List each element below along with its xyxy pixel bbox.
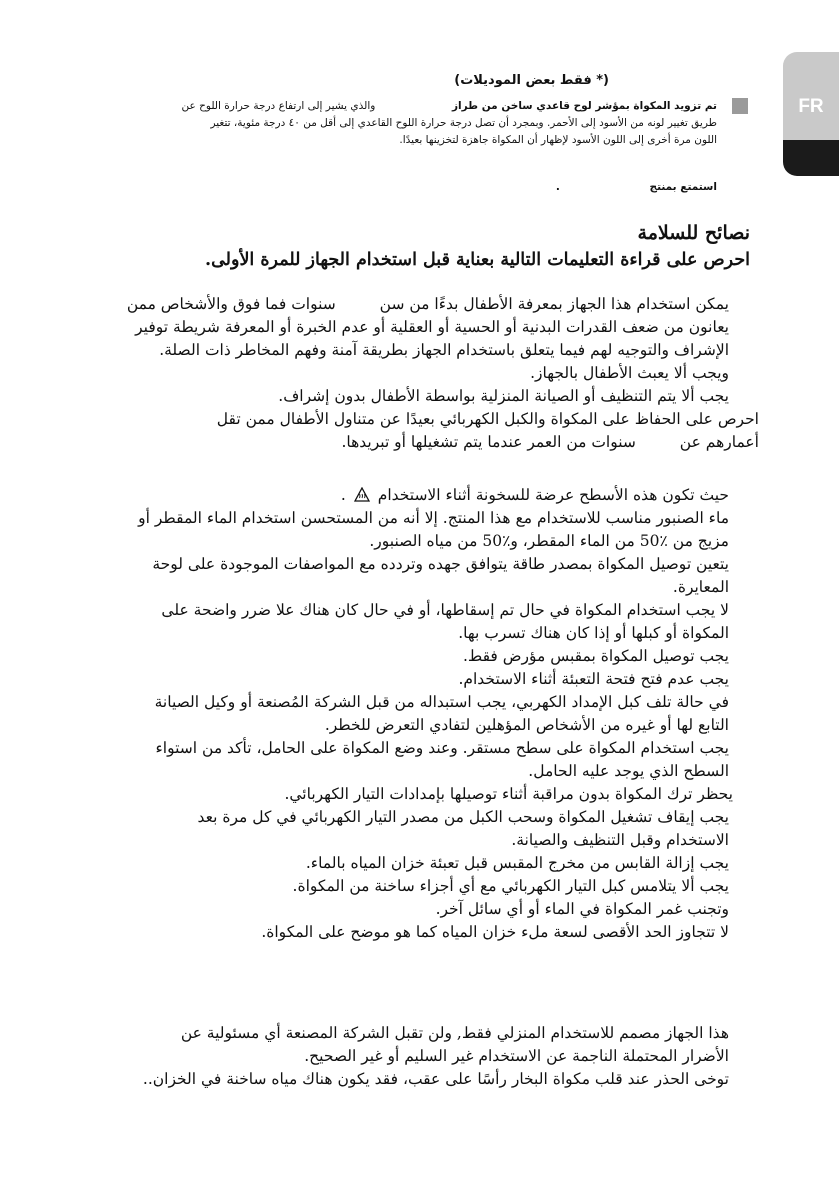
bullet-square-icon [732,98,748,114]
p1-line4: ويجب ألا يعبث الأطفال بالجهاز. [530,364,729,382]
p3-line2: الأضرار المحتملة الناجمة عن الاستخدام غير السليم أو غير الصحيح. [304,1047,729,1065]
p2-line6: لا يجب استخدام المكواة في حال تم إسقاطها، أو في حال كان هناك علا ضرر واضحة على [161,601,729,619]
p2-line10: في حالة تلف كبل الإمداد الكهربي، يجب استبداله من قبل الشركة المُصنعة أو وكيل الصيانة [154,693,729,711]
p2-line11: التابع لها أو غيره من الأشخاص المؤهلين لتفادي التعرض للخطر. [324,716,729,734]
safety-title: نصائح للسلامة [637,222,750,244]
hot-soleplate-indicator-note [67,98,717,149]
hot-surface-warning-icon [354,487,370,502]
p2-line2: ماء الصنبور مناسب للاستخدام مع هذا المنتج. إلا أنه من المستحسن استخدام الماء المقطر أو [138,509,729,527]
models-only-note: (* فقط بعض الموديلات) [454,73,609,88]
p2-line8: يجب توصيل المكواة بمقبس مؤرض فقط. [462,647,729,665]
indicator-line3: اللون مرة أخرى إلى اللون الأسود لإظهار أن المكواة جاهزة لتخزينها بعيدًا. [399,134,717,146]
p1-line2: يعانون من ضعف القدرات البدنية أو الحسية أو العقلية أو عدم الخبرة أو المعرفة شريطة توفير [135,318,729,336]
safety-paragraph-1 [39,293,759,454]
indicator-line2: طريق تغيير لونه من الأسود إلى الأحمر. وبمجرد أن تصل درجة حرارة اللوح القاعدي إلى أقل من ٤٠ درجة مئوية، تتغير [210,117,717,129]
p2-line16: الاستخدام وقبل التنظيف والصيانة. [511,831,729,849]
p1-line5: يجب ألا يتم التنظيف أو الصيانة المنزلية بواسطة الأطفال بدون إشراف. [278,387,729,405]
p1-line6: احرص على الحفاظ على المكواة والكبل الكهربائي بعيدًا عن متناول الأطفال ممن تقل [216,410,759,428]
enjoy-dot: . [555,181,560,193]
p2-line1-end: . [340,486,346,504]
p1-line1a: يمكن استخدام هذا الجهاز بمعرفة الأطفال بدءًا من سن [379,295,729,313]
p2-line5: المعايرة. [672,578,729,596]
p2-line17: يجب إزالة القابس من مخرج المقبس قبل تعبئة خزان المياه بالماء. [305,854,729,872]
p3-line1: هذا الجهاز مصمم للاستخدام المنزلي فقط, ولن تقبل الشركة المصنعة أي مسئولية عن [180,1024,729,1042]
p2-line15: يجب إيقاف تشغيل المكواة وسحب الكبل من مصدر التيار الكهربائي في كل مرة بعد [197,808,729,826]
indicator-lead: تم تزويد المكواة بمؤشر لوح قاعدي ساخن من طراز [452,100,717,112]
p2-line18: يجب ألا يتلامس كبل التيار الكهربائي مع أي أجزاء ساخنة من المكواة. [292,877,729,895]
p3-line3: توخى الحذر عند قلب مكواة البخار رأسًا على عقب، فقد يكون هناك مياه ساخنة في الخزان.. [142,1070,729,1088]
language-tab-label: FR [798,96,824,117]
p1-line7b: سنوات من العمر عندما يتم تشغيلها أو تبريدها. [341,433,636,451]
p2-line9: يجب عدم فتح فتحة التعبئة أثناء الاستخدام. [458,670,729,688]
p1-line7a: أعمارهم عن [679,433,759,451]
p2-line7: المكواة أو كبلها أو إذا كان هناك تسرب بها. [458,624,729,642]
indicator-line1: والذي يشير إلى ارتفاع درجة حرارة اللوح عن [181,100,376,112]
p2-line12: يجب استخدام المكواة على سطح مستقر. وعند وضع المكواة على الحامل، تأكد من استواء [155,739,729,757]
p2-line3: مزيج من ٪50 من الماء المقطر، و٪50 من مياه الصنبور. [369,532,729,550]
enjoy-product-line [556,181,717,193]
p2-line13: السطح الذي يوجد عليه الحامل. [528,762,729,780]
language-tab-fr[interactable] [783,52,839,176]
safety-paragraph-3 [39,1022,729,1091]
enjoy-text: استمتع بمنتج [649,181,717,193]
safety-paragraph-2 [29,484,733,944]
p2-line4: يتعين توصيل المكواة بمصدر طاقة يتوافق جهده وتردده مع المواصفات الموجودة على لوحة [152,555,729,573]
p2-line14: يحظر ترك المكواة بدون مراقبة أثناء توصيلها بإمدادات التيار الكهربائي. [284,785,733,803]
p2-line20: لا تتجاوز الحد الأقصى لسعة ملء خزان المياه كما هو موضح على المكواة. [261,923,729,941]
safety-subtitle: احرص على قراءة التعليمات التالية بعناية قبل استخدام الجهاز للمرة الأولى. [204,250,750,270]
p2-line1: حيث تكون هذه الأسطح عرضة للسخونة أثناء الاستخدام [377,486,729,504]
p1-line1b: سنوات فما فوق والأشخاص ممن [126,295,336,313]
p2-line19: وتجنب غمر المكواة في الماء أو أي سائل آخر. [435,900,729,918]
p1-line3: الإشراف والتوجيه لهم فيما يتعلق باستخدام الجهاز بطريقة آمنة وفهم المخاطر ذات الصلة. [159,341,729,359]
